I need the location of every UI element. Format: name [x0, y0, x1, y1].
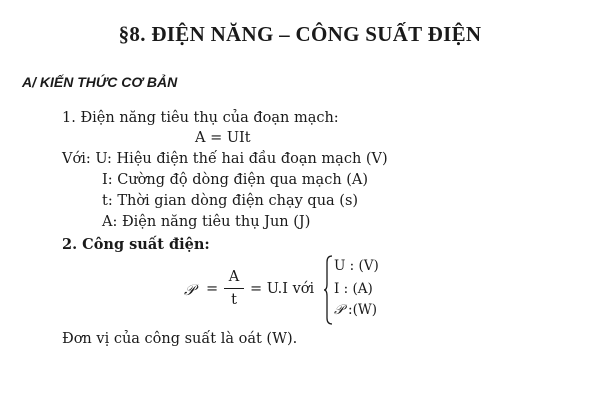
unit-note: Đơn vị của công suất là oát (W).	[62, 331, 298, 347]
formula-equals: =	[206, 281, 219, 297]
section-heading: A/ KIẾN THỨC CƠ BẢN	[22, 74, 178, 90]
part1-heading: 1. Điện năng tiêu thụ của đoạn mạch:	[62, 110, 339, 126]
unit-power-symbol: 𝒫	[334, 302, 344, 318]
unit-power	[334, 302, 377, 318]
part1-formula: A = UIt	[195, 130, 251, 146]
where-line-time: t: Thời gian dòng điện chạy qua (s)	[102, 193, 359, 209]
part2-heading: 2. Công suất điện:	[62, 236, 210, 253]
page-title: §8. ĐIỆN NĂNG – CÔNG SUẤT ĐIỆN	[118, 22, 482, 46]
fraction-bar	[224, 288, 244, 289]
power-symbol: 𝒫	[184, 281, 195, 299]
formula-fraction	[224, 268, 244, 309]
fraction-denominator: t	[231, 292, 237, 308]
unit-voltage: U : (V)	[334, 258, 379, 274]
where-line-energy: A: Điện năng tiêu thụ Jun (J)	[102, 214, 311, 230]
unit-power-label: :(W)	[343, 302, 377, 318]
left-brace-icon	[324, 254, 334, 326]
where-line-voltage: Với: U: Hiệu điện thế hai đầu đoạn mạch (V)	[62, 151, 388, 167]
fraction-numerator: A	[228, 269, 240, 285]
formula-rest: = U.I với	[250, 281, 315, 297]
unit-current: I : (A)	[334, 281, 373, 297]
where-line-current: I: Cường độ dòng điện qua mạch (A)	[102, 172, 369, 188]
